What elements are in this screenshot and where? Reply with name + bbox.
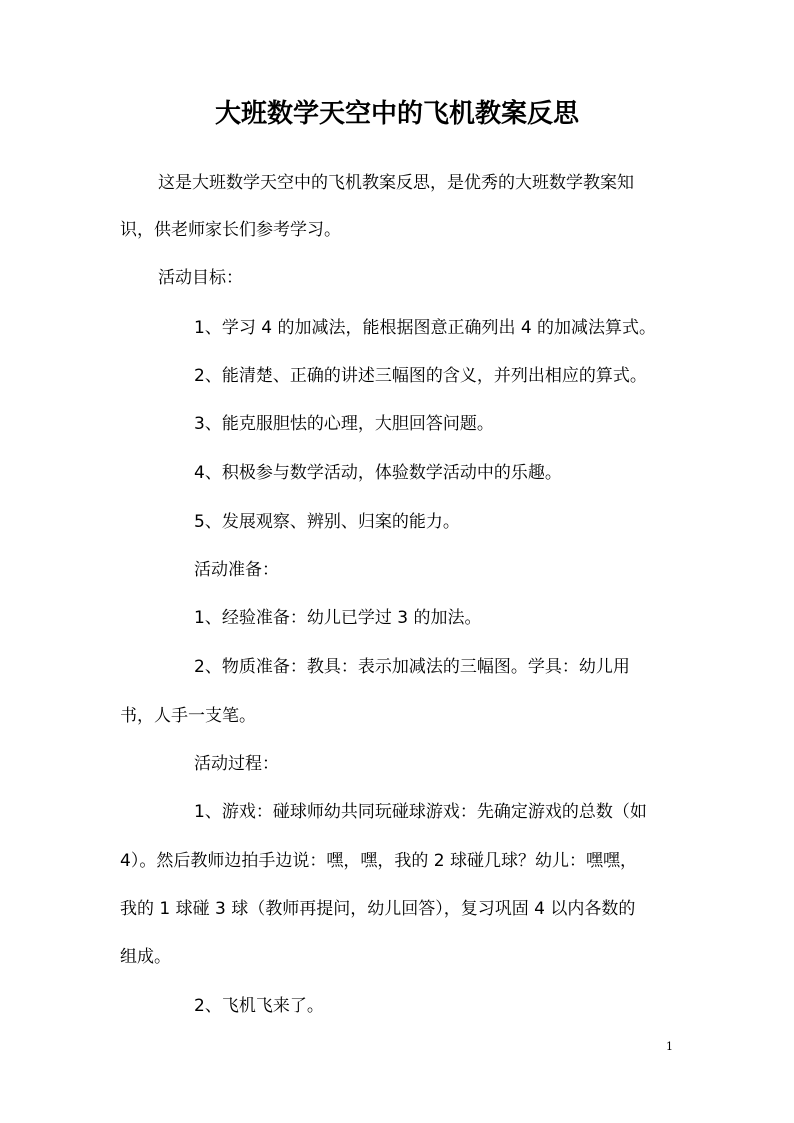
paragraph-line: 组成。 (120, 947, 171, 967)
section-heading: 活动过程： (194, 754, 279, 774)
section-heading: 活动准备： (194, 560, 279, 580)
section-heading: 活动目标： (158, 268, 243, 288)
paragraph-line: 这是大班数学天空中的飞机教案反思，是优秀的大班数学教案知 (158, 173, 634, 193)
paragraph-line: 4）。然后教师边拍手边说：嘿，嘿，我的 2 球碰几球？幼儿：嘿嘿， (120, 851, 637, 871)
document-title: 大班数学天空中的飞机教案反思 (214, 99, 579, 129)
paragraph-line: 我的 1 球碰 3 球（教师再提问，幼儿回答），复习巩固 4 以内各数的 (120, 899, 636, 919)
paragraph-line: 书，人手一支笔。 (120, 706, 256, 726)
list-item: 5、发展观察、辨别、归案的能力。 (194, 512, 460, 532)
list-item: 2、物质准备：教具：表示加减法的三幅图。学具：幼儿用 (194, 657, 630, 677)
list-item: 1、经验准备：幼儿已学过 3 的加法。 (194, 608, 482, 628)
list-item: 3、能克服胆怯的心理，大胆回答问题。 (194, 414, 494, 434)
list-item: 1、游戏：碰球师幼共同玩碰球游戏：先确定游戏的总数（如 (194, 802, 647, 822)
list-item: 2、飞机飞来了。 (194, 996, 324, 1016)
page-number: 1 (666, 1040, 673, 1053)
list-item: 2、能清楚、正确的讲述三幅图的含义，并列出相应的算式。 (194, 366, 647, 386)
paragraph-line: 识，供老师家长们参考学习。 (120, 220, 341, 240)
list-item: 4、积极参与数学活动，体验数学活动中的乐趣。 (194, 463, 562, 483)
list-item: 1、学习 4 的加减法，能根据图意正确列出 4 的加减法算式。 (194, 318, 657, 338)
